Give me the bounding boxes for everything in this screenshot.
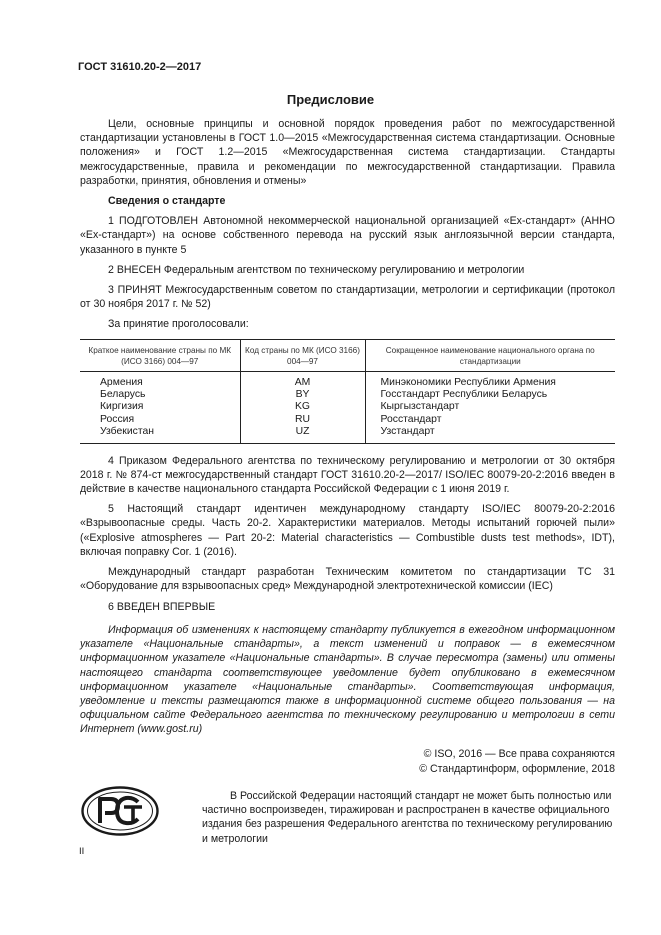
header-organization: Сокращенное наименование национального органа по стандартизации — [365, 339, 615, 371]
copyright-iso: © ISO, 2016 — Все права сохраняются — [423, 748, 615, 760]
cell-organization: Росстандарт — [365, 414, 615, 426]
standard-code: ГОСТ 31610.20-2—2017 — [78, 61, 202, 73]
item-identical: 5 Настоящий стандарт идентичен международному стандарту ISO/IEC 80079-20-2:2016 «Взрывоопасные среды. Часть 20-2. Характеристики материалов. Методы испытаний горючей пыли» («Explosive atmospheres — Part 20-2: Material characteristics — Combustible dusts test methods», IDT), включая поправку Cor. 1 (2016). — [80, 503, 615, 558]
cell-code: KG — [240, 401, 365, 413]
item-prepared: 1 ПОДГОТОВЛЕН Автономной некоммерческой национальной организацией «Ех-стандарт» (АННО «Ех-стандарт») на основе собственного перевода на русский язык англоязычной версии стандарта, указанного в пункте 5 — [80, 215, 615, 256]
changes-info-note: Информация об изменениях к настоящему стандарту публикуется в ежегодном информационном указателе «Национальные стандарты», а текст изменений и поправок — в ежемесячном информационном указателе «Национальные стандарты». В случае пересмотра (замены) или отмены настоящего стандарта соответствующее уведомление будет опубликовано в ежемесячном информационном указателе «Национальные стандарты». Соответствующая информация, уведомление и тексты размещаются также в информационной системе общего пользования — на официальном сайте Федерального агентства по техническому регулированию и метрологии в сети Интернет (www.gost.ru) — [80, 624, 615, 736]
cell-country: Узбекистан — [80, 426, 240, 443]
item-introduced: 2 ВНЕСЕН Федеральным агентством по техническому регулированию и метрологии — [108, 263, 525, 276]
table-row — [80, 426, 615, 443]
voting-table — [80, 339, 615, 444]
preface-content — [80, 117, 615, 614]
copyright-block — [419, 747, 615, 777]
section-heading: Сведения о стандарте — [108, 195, 226, 208]
cell-organization: Госстандарт Республики Беларусь — [365, 389, 615, 401]
item-adopted: 3 ПРИНЯТ Межгосударственным советом по стандартизации, метрологии и сертификации (протокол от 30 ноября 2017 г. № 52) — [80, 284, 615, 311]
voting-table-wrapper — [80, 339, 615, 444]
cell-country: Киргизия — [100, 401, 144, 413]
rst-certification-logo-icon — [80, 785, 160, 837]
table-row — [80, 401, 615, 413]
intro-paragraph: Цели, основные принципы и основной порядок проведения работ по межгосударственной стандартизации установлены в ГОСТ 1.0—2015 «Межгосударственная система стандартизации. Основные положения» и ГОСТ 1.2—2015 «Межгосударственная система стандартизации. Стандарты межгосударственные, правила и рекомендации по межгосударственной стандартизации. Правила разработки, принятия, обновления и отмены» — [80, 118, 615, 187]
voted-label: За принятие проголосовали: — [108, 318, 249, 331]
header-code: Код страны по МК (ИСО 3166) 004—97 — [240, 339, 365, 371]
item-enacted: 4 Приказом Федерального агентства по техническому регулированию и метрологии от 30 октября 2018 г. № 874-ст межгосударственный стандарт ГОСТ 31610.20-2—2017/ ISO/IEC 80079-20-2:2016 введен в действие в качестве национального стандарта Российской Федерации с 1 июня 2019 г. — [80, 454, 615, 496]
cell-code: UZ — [240, 426, 365, 443]
cell-organization: Кыргызстандарт — [365, 401, 615, 413]
cell-organization: Узстандарт — [365, 426, 615, 443]
page-number: II — [79, 846, 85, 857]
reproduction-notice: В Российской Федерации настоящий стандарт не может быть полностью или частично воспроизведен, тиражирован и распространен в качестве официального издания без разрешения Федерального агентства по техническому регулированию и метрологии — [202, 790, 613, 845]
cell-country: Беларусь — [100, 389, 146, 401]
table-row — [80, 414, 615, 426]
cell-code: AM — [240, 371, 365, 389]
copyright-standartinform: © Стандартинформ, оформление, 2018 — [419, 763, 615, 775]
cell-organization: Минэкономики Республики Армения — [365, 371, 615, 389]
table-header-row — [80, 339, 615, 371]
item-developer: Международный стандарт разработан Техническим комитетом по стандартизации ТС 31 «Оборудование для взрывоопасных сред» Международной электротехнической комиссии (IEC) — [80, 566, 615, 593]
cell-code: RU — [240, 414, 365, 426]
cell-country: Армения — [100, 376, 143, 388]
cell-country: Россия — [100, 413, 135, 425]
table-row — [80, 371, 615, 389]
page-title: Предисловие — [286, 92, 375, 107]
cell-code: BY — [240, 389, 365, 401]
table-row — [80, 389, 615, 401]
header-country: Краткое наименование страны по МК (ИСО 3166) 004—97 — [80, 339, 240, 371]
item-first-introduced: 6 ВВЕДЕН ВПЕРВЫЕ — [108, 600, 216, 613]
